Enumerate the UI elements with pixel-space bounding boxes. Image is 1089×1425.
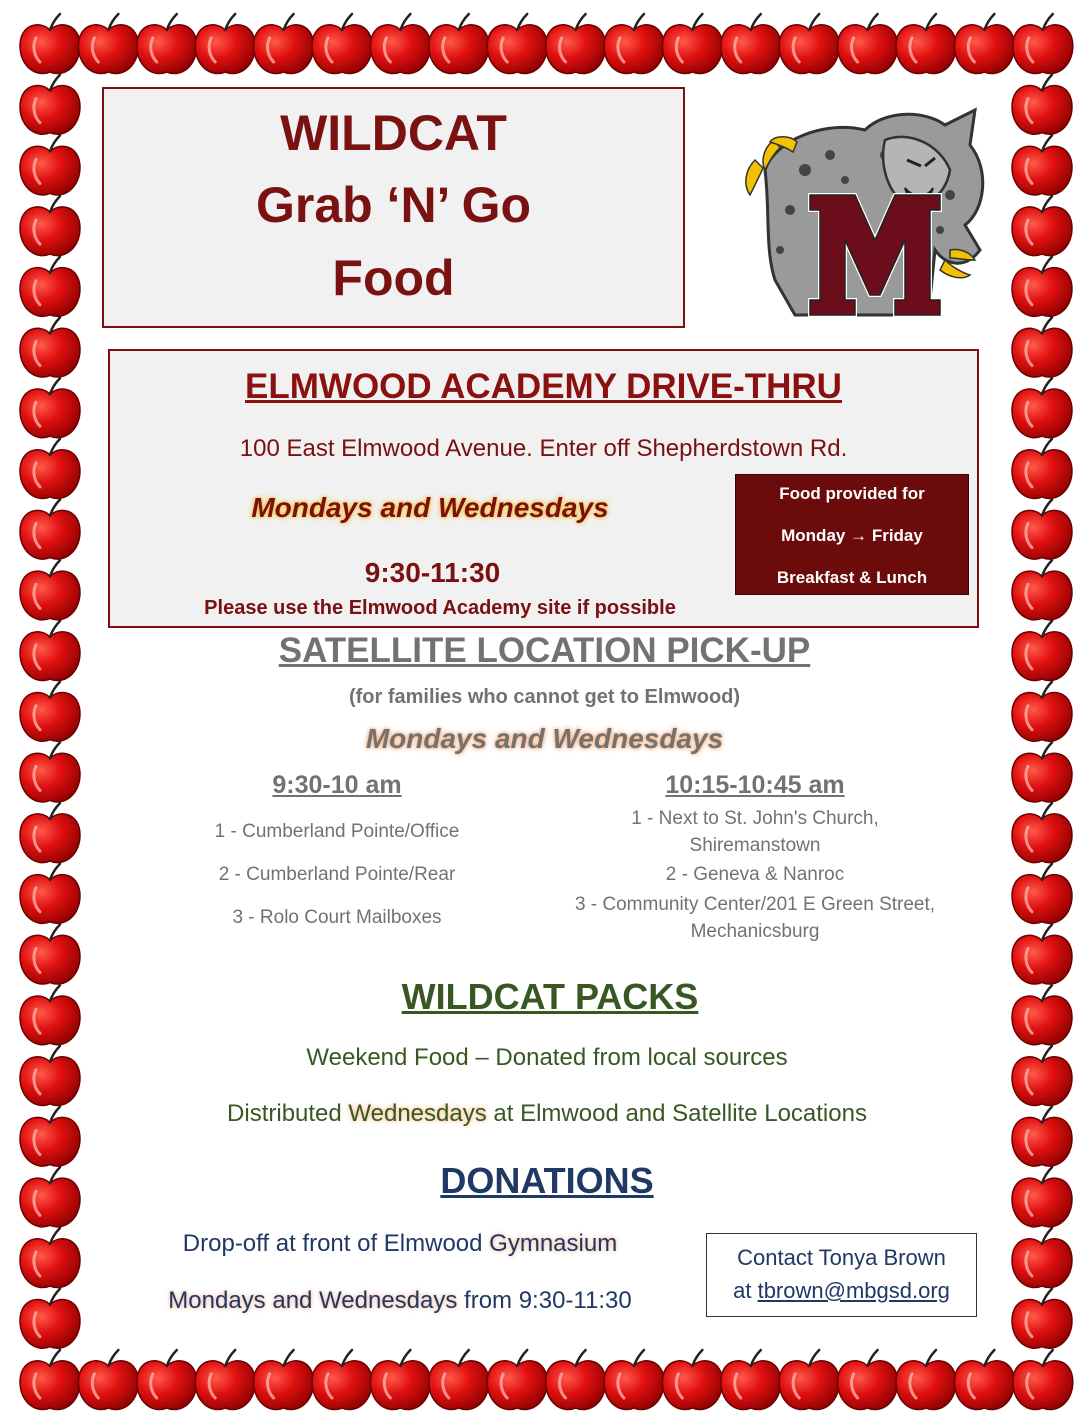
donations-line-2 (0, 1287, 800, 1315)
apple-icon (429, 1350, 489, 1410)
apple-icon (20, 196, 80, 256)
apple-icon (1012, 439, 1072, 499)
apple-icon (20, 257, 80, 317)
apple-icon (429, 14, 489, 74)
drive-thru-heading: ELMWOOD ACADEMY DRIVE-THRU (245, 367, 842, 406)
satellite-subheading: (for families who cannot get to Elmwood) (348, 686, 741, 708)
title-line-2: Grab ‘N’ Go (255, 177, 532, 233)
apple-icon (1012, 1289, 1072, 1349)
apple-icon (604, 1350, 664, 1410)
food-box-line-3: Breakfast & Lunch (776, 568, 928, 587)
packs-heading: WILDCAT PACKS (401, 976, 699, 1017)
apple-icon (20, 378, 80, 438)
apple-icon (370, 1350, 430, 1410)
apple-icon (1012, 196, 1072, 256)
apple-icon (896, 1350, 956, 1410)
apple-icon (1012, 318, 1072, 378)
donations-line-1-start: Drop-off at front of Elmwood (182, 1230, 490, 1257)
apple-icon (20, 803, 80, 863)
donations-line-2-highlight: Mondays and Wednesdays (168, 1287, 458, 1314)
apple-icon (1012, 135, 1072, 195)
title-box (102, 87, 685, 328)
apple-icon (195, 1350, 255, 1410)
title-line-3: Food (332, 250, 455, 306)
contact-email-line (707, 1278, 976, 1304)
satellite-location-2-2: 2 - Geneva & Nanroc (665, 864, 845, 885)
food-box-line-1: Food provided for (779, 484, 925, 503)
satellite-location-2-1: 1 - Next to St. John's Church, Shiremanstown (631, 808, 879, 856)
apple-icon (896, 14, 956, 74)
satellite-days: Mondays and Wednesdays (365, 723, 724, 754)
apple-icon (78, 14, 138, 74)
apple-icon (195, 14, 255, 74)
drive-thru-time: 9:30-11:30 (364, 557, 501, 588)
apple-icon (20, 318, 80, 378)
packs-line-2 (0, 1100, 1089, 1128)
apple-icon (662, 1350, 722, 1410)
apple-icon (721, 14, 781, 74)
apple-icon (137, 1350, 197, 1410)
apple-icon (954, 1350, 1014, 1410)
satellite-time-1: 9:30-10 am (272, 771, 402, 799)
apple-icon (838, 1350, 898, 1410)
apple-icon (20, 439, 80, 499)
apple-icon (254, 1350, 314, 1410)
apple-icon (1012, 864, 1072, 924)
contact-name: Contact Tonya Brown (737, 1245, 946, 1270)
drive-thru-address: 100 East Elmwood Avenue. Enter off Shepherdstown Rd. (239, 435, 848, 462)
food-provided-box (735, 474, 969, 595)
drive-thru-note: Please use the Elmwood Academy site if possible (204, 597, 676, 619)
apple-icon (1012, 378, 1072, 438)
satellite-time-2: 10:15-10:45 am (665, 771, 845, 799)
apple-icon (838, 14, 898, 74)
satellite-location-1-2: 2 - Cumberland Pointe/Rear (218, 864, 456, 885)
apple-icon (1012, 500, 1072, 560)
donations-line-2-end: from 9:30-11:30 (457, 1287, 632, 1314)
apple-icon (1013, 1350, 1073, 1410)
apple-icon (487, 14, 547, 74)
satellite-location-2-3: 3 - Community Center/201 E Green Street, Mechanicsburg (574, 894, 936, 942)
apple-icon (1013, 14, 1073, 74)
contact-prefix: at (733, 1278, 758, 1303)
apple-icon (312, 1350, 372, 1410)
drive-thru-days: Mondays and Wednesdays (251, 492, 609, 523)
apple-icon (487, 1350, 547, 1410)
apple-icon (20, 14, 80, 74)
apple-icon (254, 14, 314, 74)
apple-icon (1012, 560, 1072, 620)
donations-line-1 (0, 1230, 800, 1258)
food-box-friday: Friday (871, 526, 923, 545)
packs-line-2-start: Distributed (227, 1100, 349, 1127)
apple-icon (1012, 257, 1072, 317)
apple-icon (779, 14, 839, 74)
apple-icon (1012, 1228, 1072, 1288)
apple-icon (312, 14, 372, 74)
packs-line-2-end: at Elmwood and Satellite Locations (486, 1100, 867, 1127)
satellite-location-1-3: 3 - Rolo Court Mailboxes (232, 907, 442, 928)
apple-icon (137, 14, 197, 74)
arrow-right-icon: → (850, 526, 868, 545)
apple-icon (721, 1350, 781, 1410)
apple-icon (78, 1350, 138, 1410)
food-box-monday: Monday (781, 526, 846, 545)
drive-thru-box (108, 349, 979, 628)
apple-icon (370, 14, 430, 74)
satellite-location-1-1: 1 - Cumberland Pointe/Office (214, 821, 460, 842)
packs-line-1: Weekend Food – Donated from local sources (306, 1044, 788, 1071)
apple-icon (20, 500, 80, 560)
wildcat-logo (735, 100, 1005, 330)
title-line-1: WILDCAT (280, 105, 507, 161)
apple-icon (954, 14, 1014, 74)
apple-icon (779, 1350, 839, 1410)
food-box-line-2 (736, 526, 968, 546)
contact-box (706, 1233, 977, 1317)
apple-icon (546, 14, 606, 74)
apple-icon (662, 14, 722, 74)
apple-icon (20, 560, 80, 620)
apple-icon (1012, 803, 1072, 863)
apple-icon (546, 1350, 606, 1410)
apple-icon (20, 75, 80, 135)
apple-icon (20, 864, 80, 924)
donations-line-1-highlight: Gymnasium (489, 1230, 618, 1257)
donations-heading: DONATIONS (440, 1160, 654, 1201)
contact-email-link[interactable]: tbrown@mbgsd.org (757, 1278, 950, 1303)
apple-icon (20, 1350, 80, 1410)
apple-icon (604, 14, 664, 74)
packs-line-2-highlight: Wednesdays (348, 1100, 487, 1127)
apple-icon (20, 135, 80, 195)
satellite-heading: SATELLITE LOCATION PICK-UP (278, 631, 811, 670)
apple-icon (1012, 75, 1072, 135)
